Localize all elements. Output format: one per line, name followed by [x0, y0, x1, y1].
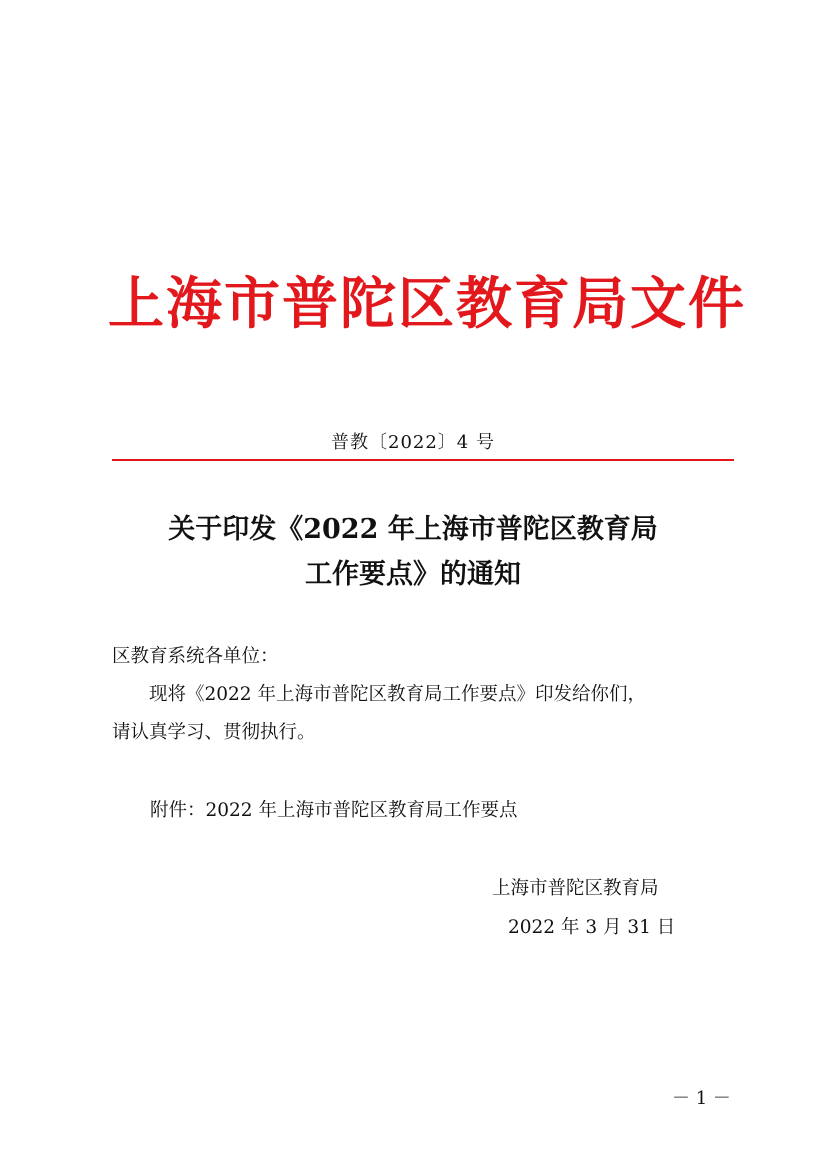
notice-title	[100, 507, 726, 597]
page-number: － 1 －	[672, 1088, 731, 1109]
masthead-title: 上海市普陀区教育局文件	[108, 271, 746, 337]
body-paragraph-line-2: 请认真学习、贯彻执行。	[112, 722, 316, 743]
red-divider-line	[112, 459, 734, 461]
signature-organization: 上海市普陀区教育局	[492, 878, 659, 899]
attachment-note: 附件：2022 年上海市普陀区教育局工作要点	[150, 800, 518, 821]
notice-title-line-1: 关于印发《2022 年上海市普陀区教育局	[168, 514, 658, 545]
salutation: 区教育系统各单位：	[112, 646, 279, 667]
notice-title-line-2: 工作要点》的通知	[305, 559, 521, 590]
signature-date: 2022 年 3 月 31 日	[508, 917, 676, 938]
body-paragraph-line-1: 现将《2022 年上海市普陀区教育局工作要点》印发给你们，	[149, 684, 646, 705]
document-number: 普教〔2022〕4 号	[331, 432, 495, 453]
